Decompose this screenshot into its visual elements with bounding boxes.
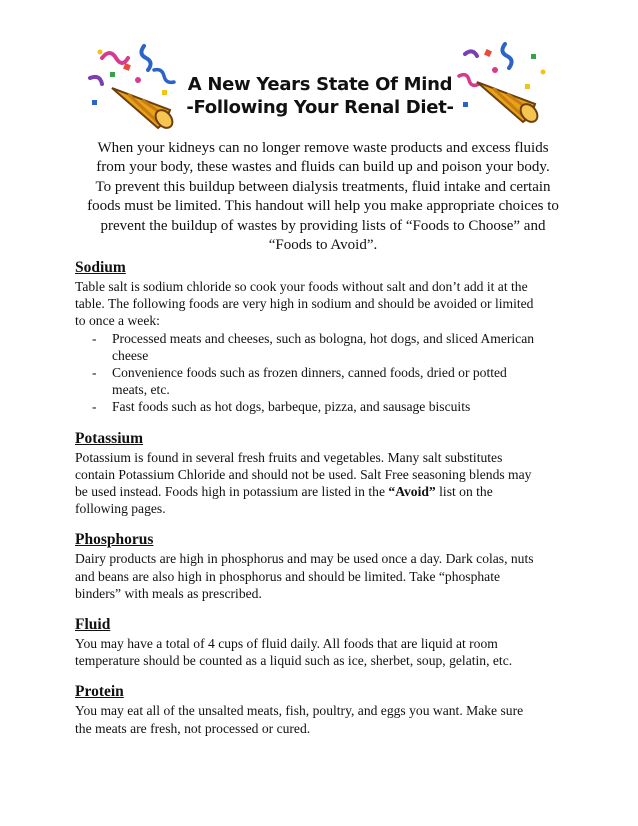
section-phosphorus: [75, 530, 570, 602]
list-item: [75, 398, 570, 415]
intro-line: “Foods to Avoid”.: [268, 237, 378, 254]
section-sodium: [75, 258, 570, 416]
section-protein: [75, 682, 570, 736]
party-popper-icon: [455, 40, 555, 135]
section-heading-protein: Protein: [75, 683, 124, 701]
section-heading-phosphorus: Phosphorus: [75, 531, 154, 549]
bullet-dash: -: [92, 399, 97, 415]
intro-line: To prevent this buildup between dialysis treatments, fluid intake and certain: [95, 178, 551, 195]
text-line: table. The following foods are very high in sodium and should be avoided or limited: [75, 296, 534, 312]
intro-line: foods must be limited. This handout will help you make appropriate choices to: [87, 198, 559, 215]
intro-line: from your body, these wastes and fluids can build up and poison your body.: [96, 159, 550, 176]
list-item-text: Processed meats and cheeses, such as bologna, hot dogs, and sliced American: [112, 330, 535, 346]
section-heading-fluid: Fluid: [75, 616, 111, 634]
text-line: be used instead. Foods high in potassium are listed in the: [75, 484, 385, 500]
page-subtitle: -Following Your Renal Diet-: [186, 97, 454, 118]
sodium-text: [75, 278, 570, 330]
text-line: the meats are fresh, not processed or cured.: [75, 720, 311, 736]
text-line: contain Potassium Chloride and should not be used. Salt Free seasoning blends may: [75, 466, 532, 482]
fluid-text: [75, 635, 570, 669]
text-line: binders” with meals as prescribed.: [75, 585, 262, 601]
phosphorus-text: [75, 550, 570, 602]
list-item-text: Fast foods such as hot dogs, barbeque, pizza, and sausage biscuits: [112, 399, 471, 415]
header: [0, 40, 638, 135]
section-potassium: [75, 429, 570, 518]
intro-line: When your kidneys can no longer remove waste products and excess fluids: [97, 140, 549, 156]
text-line: to once a week:: [75, 313, 160, 329]
diet-sections: [75, 258, 570, 750]
text-line: list on the: [439, 484, 493, 500]
protein-text: [75, 702, 570, 736]
list-item-text: Convenience foods such as frozen dinners, canned foods, dried or potted: [112, 365, 507, 381]
text-line: Dairy products are high in phosphorus and may be used once a day. Dark colas, nuts: [75, 551, 534, 567]
bullet-dash: -: [92, 330, 97, 346]
text-line: You may have a total of 4 cups of fluid daily. All foods that are liquid at room: [75, 636, 498, 652]
list-item-text: cheese: [112, 347, 149, 363]
section-heading-sodium: Sodium: [75, 259, 126, 276]
section-fluid: [75, 615, 570, 669]
intro-paragraph: [74, 139, 572, 255]
title-block: [150, 73, 490, 119]
sodium-food-list: [75, 330, 570, 416]
text-line: Potassium is found in several fresh fruits and vegetables. Many salt substitutes: [75, 449, 503, 465]
intro-line: prevent the buildup of wastes by providing lists of “Foods to Choose” and: [100, 217, 546, 234]
list-item: [75, 330, 570, 364]
list-item: [75, 364, 570, 398]
text-line: Table salt is sodium chloride so cook your foods without salt and don’t add it at the: [75, 279, 528, 294]
bullet-dash: -: [92, 365, 97, 381]
text-line: You may eat all of the unsalted meats, fish, poultry, and eggs you want. Make sure: [75, 703, 524, 719]
section-heading-potassium: Potassium: [75, 429, 144, 447]
list-item-text: meats, etc.: [112, 382, 170, 398]
text-line: and beans are also high in phosphorus and should be limited. Take “phosphate: [75, 568, 501, 584]
text-line: following pages.: [75, 501, 166, 517]
potassium-text: [75, 449, 570, 518]
text-line: temperature should be counted as a liquid such as ice, sherbet, soup, gelatin, etc.: [75, 653, 513, 669]
page-title: A New Years State Of Mind: [187, 74, 453, 95]
avoid-term: “Avoid”: [388, 484, 436, 500]
